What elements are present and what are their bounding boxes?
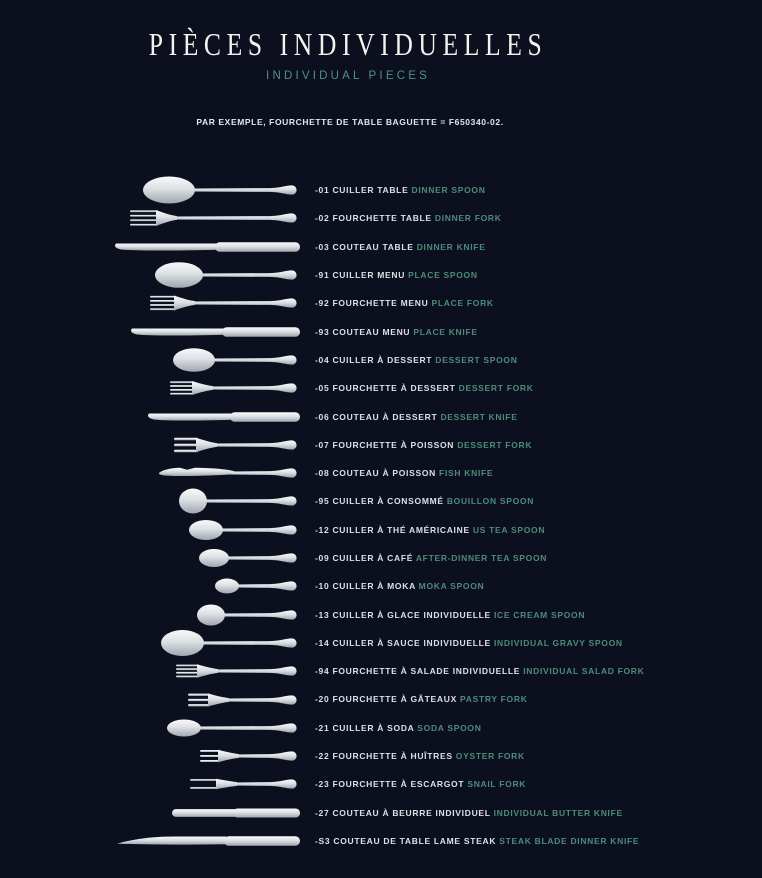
dinner-spoon-icon: [142, 175, 300, 205]
page-subtitle: INDIVIDUAL PIECES: [266, 70, 430, 82]
item-name-en: PLACE SPOON: [408, 270, 478, 281]
utensil-art: [0, 543, 300, 573]
utensil-art: [0, 288, 300, 318]
list-item: [0, 827, 762, 855]
moka-spoon-icon: [214, 571, 300, 601]
item-label: [315, 808, 623, 818]
item-name-en: PLACE KNIFE: [413, 326, 478, 337]
item-name-en: AFTER-DINNER TEA SPOON: [415, 553, 548, 563]
item-name-fr: FOURCHETTE À HUÎTRES: [332, 751, 453, 762]
place-knife-icon: [128, 317, 300, 347]
item-code: -93: [315, 326, 330, 337]
utensil-art: [0, 402, 300, 432]
list-item: [0, 714, 762, 742]
item-label: [315, 751, 525, 761]
list-item: [0, 374, 762, 402]
dinner-knife-icon: [112, 232, 300, 262]
item-name-en: BOUILLON SPOON: [446, 496, 535, 507]
utensil-art: [0, 430, 300, 460]
item-label: [315, 327, 478, 337]
item-label: [315, 836, 639, 846]
item-code: -09: [315, 553, 330, 563]
utensil-art: [0, 203, 300, 233]
item-code: -13: [315, 609, 330, 620]
item-name-en: DESSERT KNIFE: [440, 411, 518, 422]
item-label: [315, 270, 478, 280]
dessert-knife-icon: [145, 402, 300, 432]
utensil-art: [0, 685, 300, 715]
item-name-en: US TEA SPOON: [472, 524, 546, 535]
item-code: -02: [315, 213, 330, 224]
list-item: [0, 770, 762, 798]
list-item: [0, 204, 762, 232]
utensil-art: [0, 317, 300, 347]
item-name-en: DESSERT SPOON: [435, 354, 518, 365]
item-name-fr: FOURCHETTE TABLE: [332, 213, 432, 224]
item-code: -03: [315, 241, 330, 252]
list-item: [0, 402, 762, 430]
item-name-en: INDIVIDUAL GRAVY SPOON: [493, 637, 623, 648]
dessert-fork-icon: [170, 373, 300, 403]
item-name-en: SODA SPOON: [417, 722, 482, 733]
us-tea-spoon-icon: [188, 515, 300, 545]
utensil-art: [0, 656, 300, 686]
place-fork-icon: [150, 288, 300, 318]
list-item: [0, 261, 762, 289]
utensil-art: [0, 458, 300, 488]
item-label: [315, 242, 486, 252]
item-name-fr: COUTEAU À BEURRE INDIVIDUEL: [332, 807, 491, 818]
item-name-en: DINNER SPOON: [411, 185, 486, 196]
item-code: -04: [315, 354, 330, 365]
dessert-spoon-icon: [172, 345, 300, 375]
steak-knife-icon: [115, 826, 300, 856]
list-item: [0, 233, 762, 261]
item-label: [315, 581, 484, 591]
list-item: [0, 799, 762, 827]
item-label: [315, 440, 532, 450]
oyster-fork-icon: [200, 741, 300, 771]
list-item: [0, 487, 762, 515]
item-name-fr: CUILLER MENU: [332, 270, 406, 281]
item-label: [315, 779, 526, 789]
utensil-art: [0, 373, 300, 403]
item-code: -27: [315, 807, 330, 818]
utensil-art: [0, 345, 300, 375]
ice-cream-spoon-icon: [196, 600, 300, 630]
utensil-art: [0, 798, 300, 828]
item-name-fr: FOURCHETTE À SALADE INDIVIDUELLE: [332, 666, 521, 677]
item-code: -12: [315, 524, 330, 535]
gravy-spoon-icon: [160, 628, 300, 658]
after-dinner-tea-spoon-icon: [198, 543, 300, 573]
item-name-fr: CUILLER À THÉ AMÉRICAINE: [332, 524, 470, 535]
item-label: [315, 213, 502, 223]
item-name-en: OYSTER FORK: [455, 751, 525, 762]
item-name-en: FISH KNIFE: [439, 468, 494, 479]
utensil-art: [0, 769, 300, 799]
item-name-fr: COUTEAU À DESSERT: [332, 411, 438, 422]
item-code: -21: [315, 722, 330, 733]
item-code: -92: [315, 298, 330, 309]
list-item: [0, 657, 762, 685]
item-code: -07: [315, 439, 330, 450]
item-code: -91: [315, 270, 330, 281]
item-code: -05: [315, 383, 330, 394]
list-item: [0, 544, 762, 572]
item-name-fr: FOURCHETTE À ESCARGOT: [332, 779, 465, 790]
utensil-art: [0, 260, 300, 290]
page-title: PIÈCES INDIVIDUELLES: [148, 26, 548, 62]
list-item: [0, 176, 762, 204]
item-label: [315, 298, 494, 308]
item-name-en: PLACE FORK: [431, 298, 494, 309]
item-label: [315, 723, 482, 733]
item-name-fr: CUILLER À SODA: [332, 722, 415, 733]
list-item: [0, 346, 762, 374]
item-code: -95: [315, 496, 330, 507]
item-name-fr: CUILLER À CONSOMMÉ: [332, 496, 444, 507]
item-code: -20: [315, 694, 330, 705]
list-item: [0, 629, 762, 657]
snail-fork-icon: [190, 769, 300, 799]
item-name-fr: CUILLER À SAUCE INDIVIDUELLE: [332, 637, 491, 648]
item-label: [315, 638, 623, 648]
dinner-fork-icon: [130, 203, 300, 233]
list-item: [0, 742, 762, 770]
item-code: -22: [315, 751, 330, 762]
utensil-art: [0, 515, 300, 545]
bouillon-spoon-icon: [178, 486, 300, 516]
butter-knife-icon: [172, 798, 300, 828]
item-name-en: SNAIL FORK: [467, 779, 527, 790]
utensil-art: [0, 713, 300, 743]
item-name-en: MOKA SPOON: [418, 581, 485, 592]
item-label: [315, 468, 493, 478]
item-code: -14: [315, 637, 330, 648]
utensil-art: [0, 600, 300, 630]
item-name-fr: FOURCHETTE MENU: [332, 298, 429, 309]
pastry-fork-icon: [188, 685, 300, 715]
fish-knife-icon: [154, 458, 300, 488]
utensil-art: [0, 571, 300, 601]
item-name-fr: COUTEAU À POISSON: [332, 468, 436, 479]
list-item: [0, 431, 762, 459]
item-name-fr: CUILLER À CAFÉ: [332, 553, 414, 563]
list-item: [0, 289, 762, 317]
item-code: -94: [315, 666, 330, 677]
pieces-list: [0, 176, 762, 855]
item-label: [315, 525, 545, 535]
item-code: -08: [315, 468, 330, 479]
item-label: [315, 412, 518, 422]
item-label: [315, 355, 518, 365]
item-name-en: PASTRY FORK: [460, 694, 528, 705]
item-name-en: DINNER FORK: [434, 213, 502, 224]
utensil-art: [0, 628, 300, 658]
item-code: -S3: [315, 835, 331, 846]
item-name-en: INDIVIDUAL SALAD FORK: [523, 666, 645, 677]
item-label: [315, 553, 547, 563]
item-label: [315, 694, 528, 704]
utensil-art: [0, 232, 300, 262]
soda-spoon-icon: [166, 713, 300, 743]
item-label: [315, 610, 585, 620]
item-label: [315, 383, 534, 393]
list-item: [0, 600, 762, 628]
utensil-art: [0, 486, 300, 516]
item-name-fr: FOURCHETTE À GÂTEAUX: [332, 694, 457, 705]
list-item: [0, 459, 762, 487]
item-name-fr: COUTEAU TABLE: [332, 241, 414, 252]
utensil-art: [0, 826, 300, 856]
item-name-fr: FOURCHETTE À POISSON: [332, 439, 455, 450]
item-name-en: ICE CREAM SPOON: [493, 609, 586, 620]
item-name-fr: CUILLER TABLE: [332, 185, 409, 196]
item-code: -06: [315, 411, 330, 422]
place-spoon-icon: [154, 260, 300, 290]
item-name-fr: FOURCHETTE À DESSERT: [332, 383, 456, 394]
item-code: -23: [315, 779, 330, 790]
item-name-en: DINNER KNIFE: [416, 241, 486, 252]
item-name-en: INDIVIDUAL BUTTER KNIFE: [493, 807, 623, 818]
item-name-fr: COUTEAU DE TABLE LAME STEAK: [333, 835, 497, 846]
list-item: [0, 516, 762, 544]
item-label: [315, 496, 534, 506]
utensil-art: [0, 741, 300, 771]
item-code: -10: [315, 581, 330, 592]
example-note: PAR EXEMPLE, FOURCHETTE DE TABLE BAGUETTE = F650340-02.: [196, 117, 504, 127]
item-code: -01: [315, 185, 330, 196]
list-item: [0, 317, 762, 345]
item-label: [315, 185, 486, 195]
list-item: [0, 685, 762, 713]
item-name-en: DESSERT FORK: [458, 383, 534, 394]
list-item: [0, 572, 762, 600]
salad-fork-icon: [176, 656, 300, 686]
item-name-fr: COUTEAU MENU: [332, 326, 411, 337]
item-name-fr: CUILLER À GLACE INDIVIDUELLE: [332, 609, 491, 620]
item-label: [315, 666, 644, 676]
item-name-en: DESSERT FORK: [457, 439, 533, 450]
item-name-en: STEAK BLADE DINNER KNIFE: [499, 835, 640, 846]
item-name-fr: CUILLER À MOKA: [332, 581, 416, 592]
utensil-art: [0, 175, 300, 205]
item-name-fr: CUILLER À DESSERT: [332, 354, 433, 365]
fish-fork-icon: [174, 430, 300, 460]
